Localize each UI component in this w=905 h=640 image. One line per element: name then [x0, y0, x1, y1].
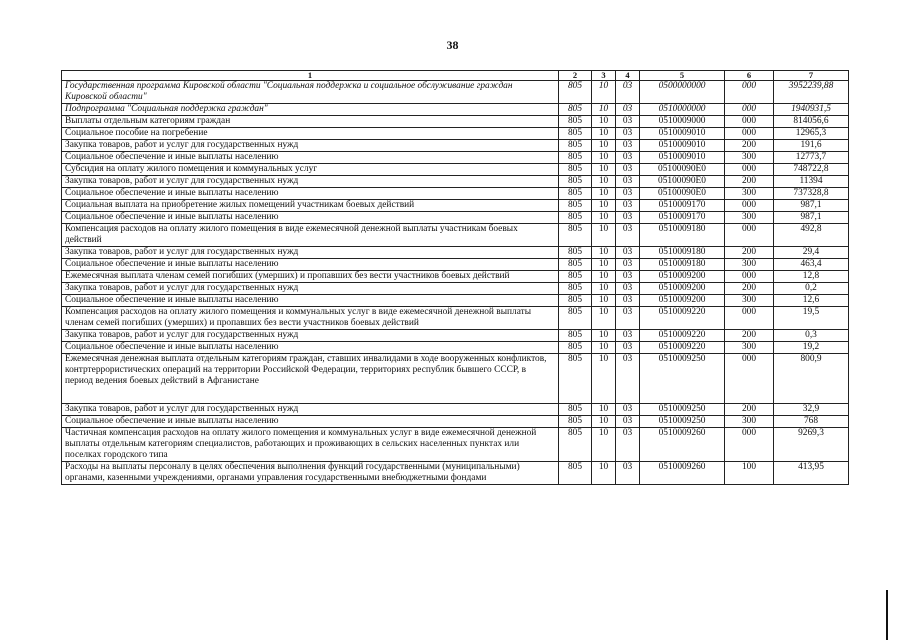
amount-cell: 748722,8 — [774, 164, 849, 176]
subsection-cell: 03 — [616, 283, 640, 295]
expense-type-cell: 300 — [725, 188, 774, 200]
expense-type-cell: 000 — [725, 164, 774, 176]
section-cell: 10 — [592, 404, 616, 416]
expense-type-cell: 000 — [725, 354, 774, 404]
amount-cell: 492,8 — [774, 224, 849, 247]
expense-type-cell: 000 — [725, 271, 774, 283]
table-row — [62, 247, 849, 259]
header-cell: 1 — [62, 71, 559, 81]
table-row — [62, 307, 849, 330]
amount-cell: 1940931,5 — [774, 104, 849, 116]
section-cell: 10 — [592, 283, 616, 295]
expense-type-cell: 000 — [725, 200, 774, 212]
page-number: 38 — [446, 38, 459, 52]
table-row — [62, 404, 849, 416]
amount-cell: 0,2 — [774, 283, 849, 295]
amount-cell: 19,2 — [774, 342, 849, 354]
row-name-cell: Закупка товаров, работ и услуг для государственных нужд — [62, 404, 559, 416]
target-article-cell: 0510009180 — [640, 224, 725, 247]
amount-cell: 463,4 — [774, 259, 849, 271]
subsection-cell: 03 — [616, 212, 640, 224]
table-row — [62, 416, 849, 428]
admin-code-cell: 805 — [559, 428, 592, 462]
row-name-cell: Социальное обеспечение и иные выплаты населению — [62, 188, 559, 200]
target-article-cell: 0510009250 — [640, 354, 725, 404]
expense-type-cell: 000 — [725, 81, 774, 104]
amount-cell: 800,9 — [774, 354, 849, 404]
admin-code-cell: 805 — [559, 247, 592, 259]
amount-cell: 11394 — [774, 176, 849, 188]
admin-code-cell: 805 — [559, 307, 592, 330]
admin-code-cell: 805 — [559, 354, 592, 404]
section-cell: 10 — [592, 164, 616, 176]
table-row — [62, 295, 849, 307]
table-row — [62, 81, 849, 104]
admin-code-cell: 805 — [559, 271, 592, 283]
section-cell: 10 — [592, 116, 616, 128]
row-name-cell: Ежемесячная выплата членам семей погибших (умерших) и пропавших без вести участников боевых действий — [62, 271, 559, 283]
expense-type-cell: 200 — [725, 140, 774, 152]
target-article-cell: 0510009010 — [640, 152, 725, 164]
expense-type-cell: 300 — [725, 152, 774, 164]
target-article-cell: 0510009260 — [640, 462, 725, 485]
subsection-cell: 03 — [616, 295, 640, 307]
table-row — [62, 224, 849, 247]
subsection-cell: 03 — [616, 416, 640, 428]
amount-cell: 32,9 — [774, 404, 849, 416]
subsection-cell: 03 — [616, 140, 640, 152]
admin-code-cell: 805 — [559, 259, 592, 271]
section-cell: 10 — [592, 295, 616, 307]
admin-code-cell: 805 — [559, 164, 592, 176]
subsection-cell: 03 — [616, 224, 640, 247]
section-cell: 10 — [592, 152, 616, 164]
subsection-cell: 03 — [616, 462, 640, 485]
section-cell: 10 — [592, 416, 616, 428]
admin-code-cell: 805 — [559, 330, 592, 342]
table-row — [62, 116, 849, 128]
table-row — [62, 271, 849, 283]
amount-cell: 737328,8 — [774, 188, 849, 200]
admin-code-cell: 805 — [559, 140, 592, 152]
section-cell: 10 — [592, 307, 616, 330]
expense-type-cell: 200 — [725, 176, 774, 188]
subsection-cell: 03 — [616, 176, 640, 188]
row-name-cell: Подпрограмма "Социальная поддержка граждан" — [62, 104, 559, 116]
margin-line — [886, 590, 888, 640]
section-cell: 10 — [592, 212, 616, 224]
table-row — [62, 200, 849, 212]
subsection-cell: 03 — [616, 404, 640, 416]
table-row — [62, 283, 849, 295]
header-cell: 3 — [592, 71, 616, 81]
expense-type-cell: 200 — [725, 330, 774, 342]
expense-type-cell: 000 — [725, 224, 774, 247]
expense-type-cell: 300 — [725, 342, 774, 354]
amount-cell: 12773,7 — [774, 152, 849, 164]
row-name-cell: Выплаты отдельным категориям граждан — [62, 116, 559, 128]
table-row — [62, 188, 849, 200]
section-cell: 10 — [592, 271, 616, 283]
expense-type-cell: 300 — [725, 259, 774, 271]
section-cell: 10 — [592, 330, 616, 342]
section-cell: 10 — [592, 224, 616, 247]
section-cell: 10 — [592, 140, 616, 152]
section-cell: 10 — [592, 188, 616, 200]
table-row — [62, 259, 849, 271]
section-cell: 10 — [592, 176, 616, 188]
subsection-cell: 03 — [616, 271, 640, 283]
section-cell: 10 — [592, 247, 616, 259]
admin-code-cell: 805 — [559, 188, 592, 200]
target-article-cell: 0510009010 — [640, 128, 725, 140]
row-name-cell: Закупка товаров, работ и услуг для государственных нужд — [62, 283, 559, 295]
admin-code-cell: 805 — [559, 283, 592, 295]
amount-cell: 29,4 — [774, 247, 849, 259]
row-name-cell: Компенсация расходов на оплату жилого помещения в виде ежемесячной денежной выплаты участникам боевых действий — [62, 224, 559, 247]
subsection-cell: 03 — [616, 342, 640, 354]
target-article-cell: 0510009250 — [640, 416, 725, 428]
expense-type-cell: 200 — [725, 404, 774, 416]
admin-code-cell: 805 — [559, 200, 592, 212]
expense-type-cell: 200 — [725, 247, 774, 259]
subsection-cell: 03 — [616, 81, 640, 104]
header-cell: 6 — [725, 71, 774, 81]
subsection-cell: 03 — [616, 200, 640, 212]
amount-cell: 191,6 — [774, 140, 849, 152]
section-cell: 10 — [592, 200, 616, 212]
row-name-cell: Субсидия на оплату жилого помещения и коммунальных услуг — [62, 164, 559, 176]
expense-type-cell: 000 — [725, 128, 774, 140]
subsection-cell: 03 — [616, 152, 640, 164]
subsection-cell: 03 — [616, 307, 640, 330]
amount-cell: 987,1 — [774, 200, 849, 212]
admin-code-cell: 805 — [559, 342, 592, 354]
expense-type-cell: 000 — [725, 307, 774, 330]
subsection-cell: 03 — [616, 164, 640, 176]
table-header-row — [62, 71, 849, 81]
target-article-cell: 0510009260 — [640, 428, 725, 462]
row-name-cell: Социальное обеспечение и иные выплаты населению — [62, 212, 559, 224]
target-article-cell: 0510000000 — [640, 104, 725, 116]
table-row — [62, 140, 849, 152]
amount-cell: 768 — [774, 416, 849, 428]
section-cell: 10 — [592, 342, 616, 354]
target-article-cell: 0510009180 — [640, 259, 725, 271]
row-name-cell: Социальное пособие на погребение — [62, 128, 559, 140]
admin-code-cell: 805 — [559, 404, 592, 416]
table-row — [62, 104, 849, 116]
amount-cell: 19,5 — [774, 307, 849, 330]
target-article-cell: 0510009200 — [640, 283, 725, 295]
amount-cell: 9269,3 — [774, 428, 849, 462]
amount-cell: 12965,3 — [774, 128, 849, 140]
row-name-cell: Социальное обеспечение и иные выплаты населению — [62, 295, 559, 307]
row-name-cell: Закупка товаров, работ и услуг для государственных нужд — [62, 176, 559, 188]
admin-code-cell: 805 — [559, 128, 592, 140]
target-article-cell: 0510009000 — [640, 116, 725, 128]
target-article-cell: 0510009250 — [640, 404, 725, 416]
amount-cell: 12,8 — [774, 271, 849, 283]
target-article-cell: 0510009220 — [640, 342, 725, 354]
target-article-cell: 05100090Е0 — [640, 188, 725, 200]
target-article-cell: 0510009220 — [640, 307, 725, 330]
expense-type-cell: 100 — [725, 462, 774, 485]
table-row — [62, 462, 849, 485]
target-article-cell: 05100090Е0 — [640, 176, 725, 188]
admin-code-cell: 805 — [559, 416, 592, 428]
row-name-cell: Закупка товаров, работ и услуг для государственных нужд — [62, 140, 559, 152]
header-cell: 2 — [559, 71, 592, 81]
expense-type-cell: 300 — [725, 212, 774, 224]
row-name-cell: Социальное обеспечение и иные выплаты населению — [62, 416, 559, 428]
table-row — [62, 152, 849, 164]
row-name-cell: Расходы на выплаты персоналу в целях обеспечения выполнения функций государственными (муниципальными) органами, казенными учреждениями, органами управления государственными внебюджетными фондами — [62, 462, 559, 485]
admin-code-cell: 805 — [559, 152, 592, 164]
amount-cell: 987,1 — [774, 212, 849, 224]
amount-cell: 0,3 — [774, 330, 849, 342]
header-cell: 7 — [774, 71, 849, 81]
section-cell: 10 — [592, 428, 616, 462]
row-name-cell: Социальное обеспечение и иные выплаты населению — [62, 152, 559, 164]
section-cell: 10 — [592, 354, 616, 404]
target-article-cell: 0510009220 — [640, 330, 725, 342]
row-name-cell: Частичная компенсация расходов на оплату жилого помещения и коммунальных услуг в виде ежемесячной денежной выплаты отдельным категориям специалистов, работающих и проживающих в сельских населенных пунктах или поселках городского типа — [62, 428, 559, 462]
subsection-cell: 03 — [616, 354, 640, 404]
table-row — [62, 212, 849, 224]
amount-cell: 12,6 — [774, 295, 849, 307]
subsection-cell: 03 — [616, 128, 640, 140]
amount-cell: 413,95 — [774, 462, 849, 485]
target-article-cell: 0510009180 — [640, 247, 725, 259]
expense-type-cell: 000 — [725, 428, 774, 462]
subsection-cell: 03 — [616, 104, 640, 116]
admin-code-cell: 805 — [559, 212, 592, 224]
amount-cell: 3952239,88 — [774, 81, 849, 104]
target-article-cell: 0510009170 — [640, 212, 725, 224]
expense-type-cell: 000 — [725, 116, 774, 128]
admin-code-cell: 805 — [559, 295, 592, 307]
table-row — [62, 128, 849, 140]
expense-type-cell: 300 — [725, 295, 774, 307]
expense-type-cell: 300 — [725, 416, 774, 428]
target-article-cell: 0510009200 — [640, 295, 725, 307]
table-row — [62, 164, 849, 176]
table-row — [62, 176, 849, 188]
subsection-cell: 03 — [616, 188, 640, 200]
section-cell: 10 — [592, 81, 616, 104]
table-row — [62, 354, 849, 404]
subsection-cell: 03 — [616, 116, 640, 128]
row-name-cell: Социальное обеспечение и иные выплаты населению — [62, 259, 559, 271]
row-name-cell: Государственная программа Кировской области "Социальная поддержка и социальное обслуживание граждан Кировской области" — [62, 81, 559, 104]
header-cell: 5 — [640, 71, 725, 81]
budget-table — [61, 70, 849, 485]
subsection-cell: 03 — [616, 428, 640, 462]
target-article-cell: 05100090Е0 — [640, 164, 725, 176]
subsection-cell: 03 — [616, 247, 640, 259]
amount-cell: 814056,6 — [774, 116, 849, 128]
target-article-cell: 0510009200 — [640, 271, 725, 283]
row-name-cell: Социальная выплата на приобретение жилых помещений участникам боевых действий — [62, 200, 559, 212]
row-name-cell: Закупка товаров, работ и услуг для государственных нужд — [62, 330, 559, 342]
header-cell: 4 — [616, 71, 640, 81]
expense-type-cell: 200 — [725, 283, 774, 295]
admin-code-cell: 805 — [559, 104, 592, 116]
section-cell: 10 — [592, 259, 616, 271]
target-article-cell: 0500000000 — [640, 81, 725, 104]
admin-code-cell: 805 — [559, 462, 592, 485]
row-name-cell: Социальное обеспечение и иные выплаты населению — [62, 342, 559, 354]
table-row — [62, 330, 849, 342]
section-cell: 10 — [592, 462, 616, 485]
expense-type-cell: 000 — [725, 104, 774, 116]
admin-code-cell: 805 — [559, 116, 592, 128]
row-name-cell: Ежемесячная денежная выплата отдельным категориям граждан, ставших инвалидами в ходе вооруженных конфликтов, контртеррористических операций на территории Российской Федерации, территориях республик бывшего СССР, в период ведения боевых действий в Афганистане — [62, 354, 559, 404]
section-cell: 10 — [592, 128, 616, 140]
row-name-cell: Компенсация расходов на оплату жилого помещения и коммунальных услуг в виде ежемесячной денежной выплаты членам семей погибших (умерших) и пропавших без вести участников боевых действий — [62, 307, 559, 330]
subsection-cell: 03 — [616, 330, 640, 342]
target-article-cell: 0510009170 — [640, 200, 725, 212]
subsection-cell: 03 — [616, 259, 640, 271]
section-cell: 10 — [592, 104, 616, 116]
target-article-cell: 0510009010 — [640, 140, 725, 152]
table-row — [62, 428, 849, 462]
row-name-cell: Закупка товаров, работ и услуг для государственных нужд — [62, 247, 559, 259]
table-row — [62, 342, 849, 354]
admin-code-cell: 805 — [559, 176, 592, 188]
admin-code-cell: 805 — [559, 224, 592, 247]
admin-code-cell: 805 — [559, 81, 592, 104]
